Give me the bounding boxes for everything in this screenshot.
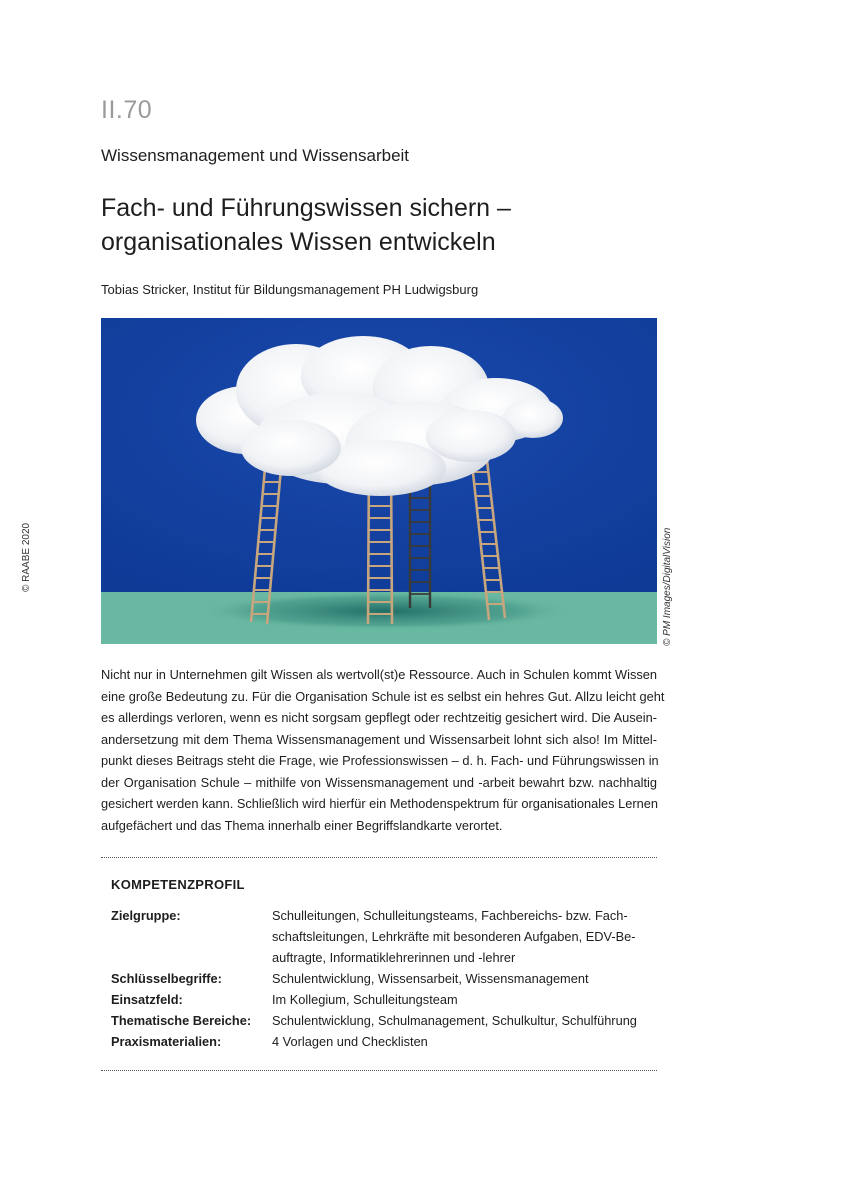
intro-line: es allerdings verloren, wenn es nicht sorgsam gepflegt oder rechtzeitig gesichert wird. Die Ausein- [101, 710, 657, 725]
profile-row-thematische-bereiche [111, 1010, 651, 1031]
intro-line: gesichert werden kann. Schließlich wird hierfür ein Methodenspektrum für organisationales Lernen [101, 796, 658, 811]
divider-bottom [101, 1070, 657, 1071]
title-line-2: organisationales Wissen entwickeln [101, 228, 496, 256]
profile-value: Im Kollegium, Schulleitungsteam [272, 992, 458, 1007]
profile-row-zielgruppe [111, 905, 651, 968]
profile-label: Praxismaterialien: [111, 1034, 222, 1049]
profile-label: Zielgruppe: [111, 908, 181, 923]
cloud-ladders-illustration [101, 318, 657, 644]
hero-image [101, 318, 657, 644]
series-subtitle: Wissensmanagement und Wissensarbeit [101, 146, 410, 165]
profile-label: Thematische Bereiche: [111, 1013, 252, 1028]
intro-line: andersetzung mit dem Thema Wissensmanagement und Wissensarbeit lohnt sich also! Im Mittel- [101, 731, 657, 747]
section-number: II.70 [101, 96, 153, 124]
profile-value: 4 Vorlagen und Checklisten [272, 1034, 428, 1049]
profile-value: Schulentwicklung, Schulmanagement, Schulkultur, Schulführung [272, 1013, 637, 1028]
author-line: Tobias Stricker, Institut für Bildungsmanagement PH Ludwigsburg [101, 282, 479, 297]
intro-line: eine große Bedeutung zu. Für die Organisation Schule ist es selbst ein hehres Gut. Allzu leicht geht [101, 688, 665, 704]
profile-value-line: Schulleitungen, Schulleitungsteams, Fachbereichs- bzw. Fach- [272, 908, 628, 923]
profile-label: Schlüsselbegriffe: [111, 971, 222, 986]
divider-top [101, 857, 657, 858]
profile-value [272, 905, 651, 968]
intro-line: Nicht nur in Unternehmen gilt Wissen als wertvoll(st)e Ressource. Auch in Schulen kommt Wissen [101, 667, 657, 682]
intro-line: der Organisation Schule – mithilfe von Wissensmanagement und -arbeit bewahrt bzw. nachhaltig [101, 774, 657, 790]
photo-credit: © PM Images/DigitalVision [662, 527, 673, 646]
side-copyright: © RAABE 2020 [21, 522, 32, 592]
profile-row-praxismaterialien [111, 1031, 651, 1052]
profile-row-schluesselbegriffe [111, 968, 651, 989]
profile-value: Schulentwicklung, Wissensarbeit, Wissensmanagement [272, 971, 589, 986]
profile-value-line: schaftsleitungen, Lehrkräfte mit besonderen Aufgaben, EDV-Be- [272, 929, 636, 944]
intro-paragraph [101, 664, 665, 836]
intro-line: aufgefächert und das Thema innerhalb einer Begriffslandkarte verortet. [101, 817, 503, 833]
page-title [101, 191, 661, 259]
profile-label: Einsatzfeld: [111, 992, 183, 1007]
profile-value-line: auftragte, Informatiklehrerinnen und -lehrer [272, 950, 516, 965]
title-line-1: Fach- und Führungswissen sichern – [101, 194, 511, 222]
competence-profile [111, 905, 651, 1052]
intro-line: punkt dieses Beitrags steht die Frage, wie Professionswissen – d. h. Fach- und Führungswissen in [101, 753, 659, 768]
profile-heading: KOMPETENZPROFIL [111, 877, 245, 892]
profile-row-einsatzfeld [111, 989, 651, 1010]
